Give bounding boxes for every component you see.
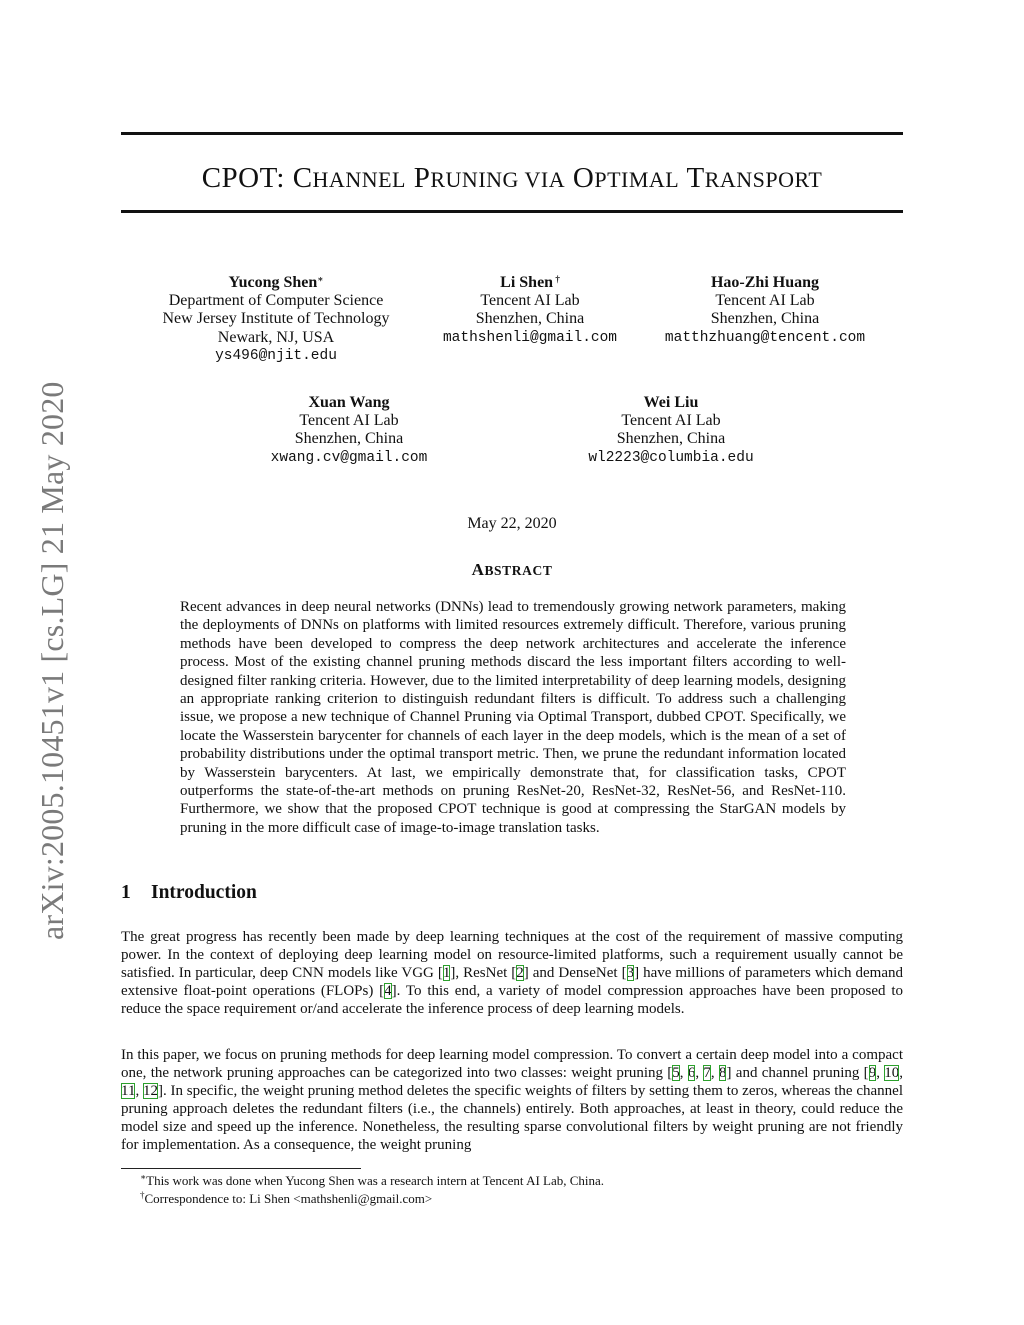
- citation-link[interactable]: 5: [672, 1065, 680, 1082]
- title-part: PTIMAL: [594, 167, 680, 192]
- title-part: P: [405, 162, 431, 194]
- author-affiliation: Tencent AI Lab: [621, 412, 721, 430]
- author-wei-liu: [578, 394, 764, 467]
- footnote-mark: ∗: [140, 1172, 147, 1182]
- abstract-text: Recent advances in deep neural networks (DNNs) lead to tremendously growing network parameters, making the deployments of DNNs on platforms with limited resources extremely difficult. Therefore, various pruning methods have been developed to compress the deep network architectures and accelerate the inference process. Most of the existing channel pruning methods discard the less important filters according to well-designed filter ranking criteria. However, due to the limited interpretability of deep learning models, designing an appropriate ranking criterion to distinguish redundant filters is difficult. To address such a challenging issue, we propose a new technique of Channel Pruning via Optimal Transport, dubbed CPOT. Specifically, we locate the Wasserstein barycenter for channels of each layer in the deep models, which is the mean of a set of probability distributions under the optimal transport metric. Then, we prune the redundant information located by Wasserstein barycenters. At last, we empirically demonstrate that, for classification tasks, CPOT outperforms the state-of-the-art methods on pruning ResNet-20, ResNet-32, ResNet-56, and ResNet-110. Furthermore, we show that the proposed CPOT technique is good at compressing the StarGAN models by pruning in the more difficult case of image-to-image translation tasks.: [180, 599, 846, 836]
- author-email[interactable]: wl2223@columbia.edu: [588, 449, 754, 466]
- paper-title: [121, 160, 903, 198]
- author-name: Wei Liu: [643, 394, 699, 411]
- author-li-shen: [432, 274, 628, 347]
- footnote-rule: [121, 1168, 361, 1169]
- author-yucong-shen: [146, 274, 406, 365]
- author-location: Shenzhen, China: [475, 310, 585, 328]
- title-part: RANSPORT: [704, 167, 823, 192]
- title-top-rule: [121, 132, 903, 135]
- author-affiliation: Tencent AI Lab: [715, 292, 815, 310]
- title-part: O: [565, 162, 595, 194]
- author-location: Shenzhen, China: [616, 430, 726, 448]
- section-title: Introduction: [151, 882, 257, 903]
- title-part: T: [679, 162, 705, 194]
- author-name: Xuan Wang: [308, 394, 390, 411]
- author-email[interactable]: xwang.cv@gmail.com: [270, 449, 428, 466]
- footnote-1: ∗This work was done when Yucong Shen was a research intern at Tencent AI Lab, China.: [140, 1172, 605, 1188]
- author-xuan-wang: [262, 394, 436, 467]
- author-email[interactable]: matthzhuang@tencent.com: [664, 329, 866, 346]
- author-location: Shenzhen, China: [294, 430, 404, 448]
- author-hao-zhi-huang: [656, 274, 874, 347]
- author-affiliation: Department of Computer Science: [168, 292, 384, 310]
- arxiv-identifier: arXiv:2005.10451v1 [cs.LG] 21 May 2020: [34, 381, 70, 940]
- title-part: RUNING VIA: [430, 167, 566, 192]
- citation-link[interactable]: 1: [442, 965, 451, 982]
- author-affiliation: New Jersey Institute of Technology: [162, 310, 390, 328]
- footnote-mark: †: [553, 274, 560, 284]
- paper-date: May 22, 2020: [467, 515, 557, 532]
- author-affiliation: Tencent AI Lab: [480, 292, 580, 310]
- citation-link[interactable]: 6: [687, 1065, 696, 1082]
- title-part: HANNEL: [312, 167, 406, 192]
- author-name: Yucong Shen∗: [228, 274, 324, 291]
- intro-paragraph-2: In this paper, we focus on pruning methods for deep learning model compression. To convert a certain deep model into a compact one, the network pruning approaches can be categorized into two classes: weight pruning [5, 6, 7, 8] and channel pruning [9, 10, 11, 12]. In specific, the weight pruning method deletes the specific weights of filters by setting them to zeros, whereas the channel pruning approach deletes the redundant filters (i.e., the channels) entirely. Both approaches, at least in theory, could reduce the model size and speed up the inference. Nonetheless, the resulting sparse convolutional filters by weight pruning are not friendly for implementation. As a consequence, the weight pruning: [121, 1047, 904, 1154]
- footnote-mark: †: [140, 1190, 145, 1200]
- author-affiliation: Tencent AI Lab: [299, 412, 399, 430]
- intro-paragraph-1: The great progress has recently been made by deep learning techniques at the cost of the requirement of massive computing power. In the context of deploying deep learning model on resource-limited platforms, such a requirement usually cannot be satisfied. In particular, deep CNN models like VGG [1], ResNet [2] and DenseNet [3] have millions of parameters which demand extensive float-point operations (FLOPs) [4]. To this end, a variety of model compression approaches have been proposed to reduce the space requirement or/and accelerate the inference process of deep learning models.: [121, 929, 903, 1018]
- author-location: Newark, NJ, USA: [217, 328, 335, 346]
- author-location: Shenzhen, China: [710, 310, 820, 328]
- citation-link[interactable]: 8: [718, 1065, 727, 1082]
- citation-link[interactable]: 2: [516, 965, 524, 982]
- citation-link[interactable]: 7: [703, 1065, 711, 1082]
- section-heading-introduction: [121, 882, 257, 904]
- title-bottom-rule: [121, 210, 903, 213]
- abstract-heading: ABSTRACT: [471, 560, 553, 579]
- author-email[interactable]: ys496@njit.edu: [215, 347, 337, 364]
- citation-link[interactable]: 9: [868, 1065, 877, 1082]
- author-email[interactable]: mathshenli@gmail.com: [442, 329, 618, 346]
- section-number: 1: [121, 882, 131, 903]
- title-part: CPOT: C: [201, 162, 313, 194]
- citation-link[interactable]: 11: [121, 1083, 136, 1100]
- author-name: Li Shen †: [500, 274, 560, 291]
- citation-link[interactable]: 4: [384, 983, 392, 1000]
- footnote-mark: ∗: [317, 274, 324, 284]
- citation-link[interactable]: 12: [143, 1083, 158, 1100]
- author-name: Hao-Zhi Huang: [710, 274, 820, 291]
- citation-link[interactable]: 10: [884, 1065, 900, 1082]
- footnote-2: †Correspondence to: Li Shen <mathshenli@gmail.com>: [140, 1190, 433, 1206]
- citation-link[interactable]: 3: [626, 965, 635, 982]
